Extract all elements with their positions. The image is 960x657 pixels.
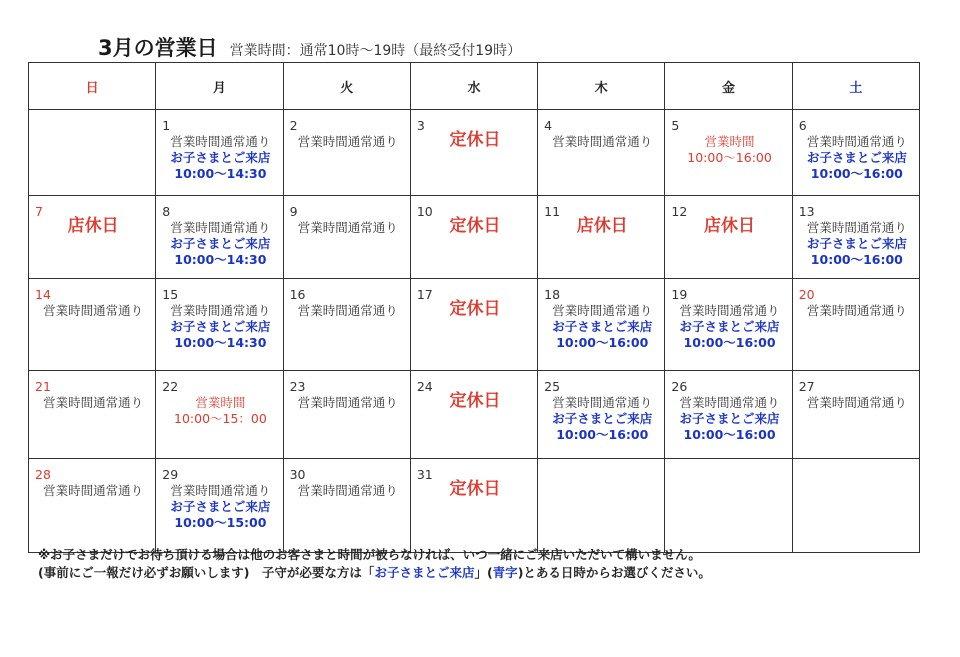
page-title: 3月の営業日 (98, 36, 218, 60)
kids-visit-hours: 10:00〜16:00 (556, 427, 649, 442)
business-hours-subtitle: 営業時間：通常10時〜19時（最終受付19時） (229, 43, 522, 59)
normal-hours-text: 営業時間通常通り (170, 220, 271, 235)
closed-day-label: 店休日 (704, 216, 756, 236)
note-line-1: ※お子さまだけでお待ち頂ける場合は他のお客さまと時間が被らなければ、いつ一緒にご来店いただいて構いません。 (38, 547, 701, 562)
day-cell (665, 279, 792, 371)
day-cell (792, 371, 919, 459)
day-cell (156, 371, 283, 459)
kids-visit-label: お子さまとご来店 (170, 499, 271, 514)
day-number: 7 (35, 204, 43, 219)
empty-day-cell (792, 459, 919, 553)
day-cell (538, 279, 665, 371)
day-cell (156, 110, 283, 196)
day-number: 29 (162, 467, 179, 482)
day-number: 2 (289, 118, 298, 133)
kids-visit-label: お子さまとご来店 (170, 236, 271, 251)
day-cell (29, 196, 156, 279)
day-cell (792, 196, 919, 279)
day-cell (665, 110, 792, 196)
day-number: 21 (35, 379, 51, 394)
day-number: 16 (289, 287, 306, 302)
closed-day-label: 定休日 (449, 391, 501, 411)
normal-hours-text: 営業時間通常通り (170, 134, 271, 149)
special-hours-time: 10:00〜15：00 (174, 411, 267, 426)
calendar-week (29, 371, 920, 459)
normal-hours-text: 営業時間通常通り (297, 483, 398, 498)
day-cell (410, 459, 537, 553)
special-hours-label: 営業時間 (195, 395, 246, 410)
closed-day-label: 定休日 (449, 216, 501, 236)
kids-visit-hours: 10:00〜16:00 (810, 252, 903, 267)
normal-hours-text: 営業時間通常通り (43, 483, 144, 498)
kids-visit-hours: 10:00〜16:00 (683, 335, 776, 350)
normal-hours-text: 営業時間通常通り (806, 134, 907, 149)
day-number: 6 (798, 118, 807, 133)
day-number: 22 (162, 379, 179, 394)
day-number: 30 (289, 467, 306, 482)
normal-hours-text: 営業時間通常通り (297, 134, 398, 149)
weekday-header: 土 (792, 63, 919, 110)
day-cell (156, 196, 283, 279)
normal-hours-text: 営業時間通常通り (552, 303, 653, 318)
kids-visit-hours: 10:00〜15:00 (174, 515, 267, 530)
note-blue-text-highlight: 青字 (492, 565, 518, 580)
note-line-2-part-a: (事前にご一報だけ必ずお願いします) 子守が必要な方は「 (38, 565, 375, 580)
kids-visit-hours: 10:00〜16:00 (683, 427, 776, 442)
note-line-2-part-e: )とある日時からお選びください。 (517, 565, 711, 580)
weekday-header: 水 (410, 63, 537, 110)
calendar-week (29, 459, 920, 553)
day-number: 25 (544, 379, 561, 394)
empty-day-cell (665, 459, 792, 553)
calendar-header (98, 32, 521, 62)
day-cell (283, 196, 410, 279)
day-cell (665, 196, 792, 279)
closed-day-label: 定休日 (449, 130, 501, 150)
closed-day-label: 定休日 (449, 479, 501, 499)
kids-visit-label: お子さまとご来店 (679, 411, 780, 426)
special-hours-time: 10:00〜16:00 (687, 150, 772, 165)
special-hours-label: 営業時間 (704, 134, 755, 149)
day-number: 14 (35, 287, 51, 302)
business-calendar (28, 62, 920, 553)
normal-hours-text: 営業時間通常通り (297, 220, 398, 235)
day-number: 10 (416, 204, 433, 219)
day-number: 24 (416, 379, 433, 394)
day-number: 4 (544, 118, 553, 133)
closed-day-label: 店休日 (576, 216, 628, 236)
day-number: 9 (289, 204, 298, 219)
normal-hours-text: 営業時間通常通り (170, 483, 271, 498)
day-cell (29, 459, 156, 553)
day-cell (29, 279, 156, 371)
kids-visit-label: お子さまとご来店 (170, 319, 271, 334)
day-cell (156, 459, 283, 553)
day-number: 12 (671, 204, 688, 219)
normal-hours-text: 営業時間通常通り (679, 303, 780, 318)
calendar-week (29, 110, 920, 196)
day-cell (410, 110, 537, 196)
day-cell (538, 110, 665, 196)
normal-hours-text: 営業時間通常通り (806, 303, 907, 318)
day-number: 23 (289, 379, 306, 394)
day-cell (283, 110, 410, 196)
day-number: 3 (416, 118, 425, 133)
kids-visit-label: お子さまとご来店 (170, 150, 271, 165)
day-number: 26 (671, 379, 688, 394)
day-number: 27 (798, 379, 815, 394)
day-cell (410, 371, 537, 459)
day-number: 13 (798, 204, 815, 219)
day-cell (665, 371, 792, 459)
kids-visit-label: お子さまとご来店 (806, 236, 907, 251)
day-number: 28 (35, 467, 51, 482)
day-number: 15 (162, 287, 179, 302)
day-cell (410, 279, 537, 371)
weekday-header: 金 (665, 63, 792, 110)
day-cell (538, 371, 665, 459)
note-line-2-part-c: 」( (474, 565, 493, 580)
closed-day-label: 定休日 (449, 299, 501, 319)
day-number: 1 (162, 118, 171, 133)
calendar-week (29, 279, 920, 371)
kids-visit-label: お子さまとご来店 (552, 411, 653, 426)
weekday-header: 日 (29, 63, 156, 110)
day-number: 20 (798, 287, 815, 302)
normal-hours-text: 営業時間通常通り (679, 395, 780, 410)
day-number: 19 (671, 287, 688, 302)
kids-visit-label: お子さまとご来店 (679, 319, 780, 334)
kids-visit-label: お子さまとご来店 (552, 319, 653, 334)
weekday-header-row (29, 63, 920, 110)
kids-visit-hours: 10:00〜14:30 (174, 335, 267, 350)
day-cell (792, 279, 919, 371)
note-line-2 (38, 564, 711, 582)
day-number: 31 (416, 467, 433, 482)
empty-day-cell (538, 459, 665, 553)
closed-day-label: 店休日 (67, 216, 119, 236)
weekday-header: 月 (156, 63, 283, 110)
day-number: 8 (162, 204, 171, 219)
normal-hours-text: 営業時間通常通り (806, 395, 907, 410)
normal-hours-text: 営業時間通常通り (170, 303, 271, 318)
day-cell (283, 279, 410, 371)
kids-visit-hours: 10:00〜14:30 (174, 252, 267, 267)
kids-visit-hours: 10:00〜16:00 (556, 335, 649, 350)
note-kids-highlight: お子さまとご来店 (374, 565, 475, 580)
normal-hours-text: 営業時間通常通り (806, 220, 907, 235)
kids-visit-label: お子さまとご来店 (806, 150, 907, 165)
day-cell (792, 110, 919, 196)
day-cell (538, 196, 665, 279)
day-cell (410, 196, 537, 279)
empty-day-cell (29, 110, 156, 196)
day-number: 17 (416, 287, 433, 302)
normal-hours-text: 営業時間通常通り (552, 134, 653, 149)
day-cell (283, 459, 410, 553)
normal-hours-text: 営業時間通常通り (43, 303, 144, 318)
calendar-week (29, 196, 920, 279)
normal-hours-text: 営業時間通常通り (297, 395, 398, 410)
weekday-header: 木 (538, 63, 665, 110)
normal-hours-text: 営業時間通常通り (297, 303, 398, 318)
kids-visit-hours: 10:00〜14:30 (174, 166, 267, 181)
day-cell (283, 371, 410, 459)
day-cell (156, 279, 283, 371)
normal-hours-text: 営業時間通常通り (43, 395, 144, 410)
normal-hours-text: 営業時間通常通り (552, 395, 653, 410)
day-cell (29, 371, 156, 459)
weekday-header: 火 (283, 63, 410, 110)
notes (38, 546, 711, 582)
kids-visit-hours: 10:00〜16:00 (810, 166, 903, 181)
calendar-body (29, 110, 920, 553)
day-number: 11 (544, 204, 561, 219)
day-number: 18 (544, 287, 561, 302)
day-number: 5 (671, 118, 680, 133)
